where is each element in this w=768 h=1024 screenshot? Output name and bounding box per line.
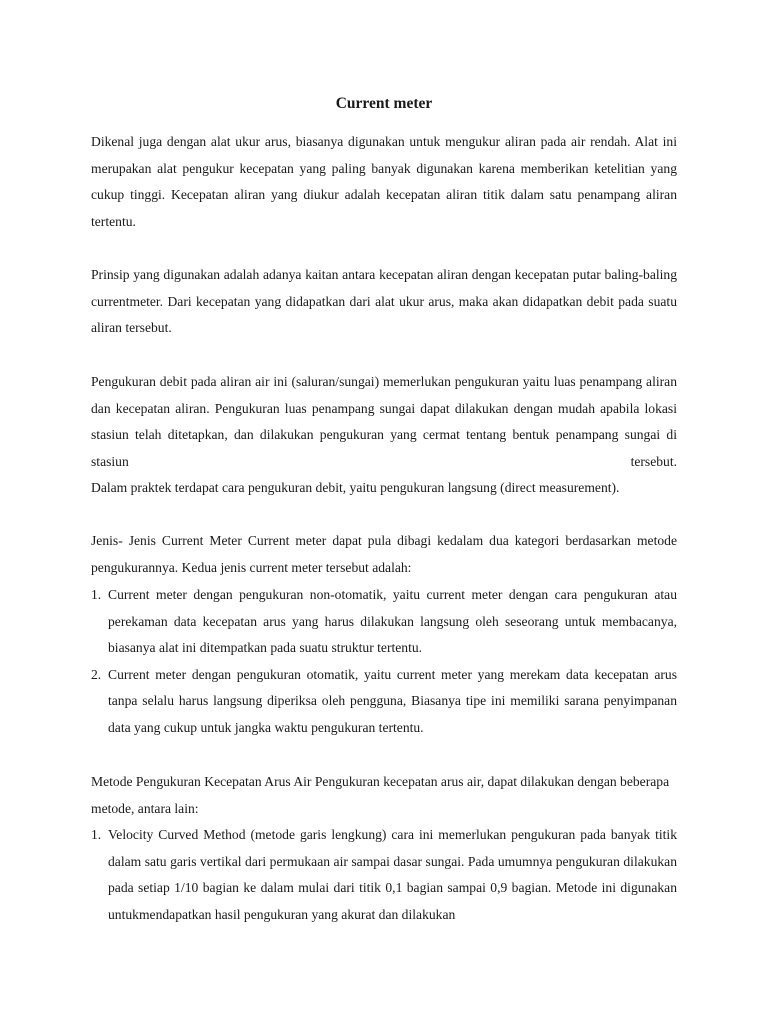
- list-item-number: 1.: [91, 827, 102, 842]
- list-item-text: Velocity Curved Method (metode garis lengkung) cara ini memerlukan pengukuran pada banyak titik dalam satu garis vertikal dari permukaan air sampai dasar sungai. Pada umumnya pengukuran dilakukan pada setiap 1/10 bagian ke dalam mulai dari titik 0,1 bagian sampai 0,9 bagian. Metode ini digunakan untukmendapatkan hasil pengukuran yang akurat dan dilakukan: [108, 827, 677, 922]
- measurement-methods-list: [91, 822, 677, 928]
- paragraph-intro: Dikenal juga dengan alat ukur arus, biasanya digunakan untuk mengukur aliran pada air rendah. Alat ini merupakan alat pengukur kecepatan yang paling banyak digunakan karena memberikan ketelitian yang cukup tinggi. Kecepatan aliran yang diukur adalah kecepatan aliran titik dalam satu penampang aliran tertentu.: [91, 134, 677, 229]
- paragraph-principle: Prinsip yang digunakan adalah adanya kaitan antara kecepatan aliran dengan kecepatan putar baling-baling currentmeter. Dari kecepatan yang didapatkan dari alat ukur arus, maka akan didapatkan debit pada suatu aliran tersebut.: [91, 267, 677, 335]
- list-item: [91, 582, 677, 662]
- list-item: [91, 822, 677, 928]
- list-item-number: 2.: [91, 666, 102, 682]
- paragraph-direct-measurement: Dalam praktek terdapat cara pengukuran debit, yaitu pengukuran langsung (direct measurement).: [91, 480, 620, 495]
- list-item-text: Current meter dengan pengukuran otomatik, yaitu current meter yang merekam data kecepatan arus tanpa selalu harus langsung diperiksa oleh pengguna, Biasanya tipe ini memiliki sarana penyimpanan data yang cukup untuk jangka waktu pengukuran tertentu.: [108, 666, 677, 735]
- paragraph-debit-measurement: Pengukuran debit pada aliran air ini (saluran/sungai) memerlukan pengukuran yaitu luas penampang aliran dan kecepatan aliran. Pengukuran luas penampang sungai dapat dilakukan dengan mudah apabila lokasi stasiun telah ditetapkan, dan dilakukan pengukuran yang cermat tentang bentuk penampang sungai di stasiun tersebut.: [91, 374, 677, 469]
- paragraph-current-meter-types: Jenis- Jenis Current Meter Current meter dapat pula dibagi kedalam dua kategori berdasarkan metode pengukurannya. Kedua jenis current meter tersebut adalah:: [91, 533, 677, 575]
- list-item-text: Current meter dengan pengukuran non-otomatik, yaitu current meter dengan cara pengukuran atau perekaman data kecepatan arus yang harus dilakukan langsung oleh seseorang untuk membacanya, biasanya alat ini ditempatkan pada suatu struktur tertentu.: [108, 587, 677, 655]
- list-item-number: 1.: [91, 587, 102, 602]
- paragraph-measurement-methods: Metode Pengukuran Kecepatan Arus Air Pengukuran kecepatan arus air, dapat dilakukan dengan beberapa metode, antara lain:: [91, 774, 670, 816]
- list-item: [91, 662, 677, 742]
- current-meter-types-list: [91, 582, 677, 741]
- page-title: Current meter: [335, 95, 433, 112]
